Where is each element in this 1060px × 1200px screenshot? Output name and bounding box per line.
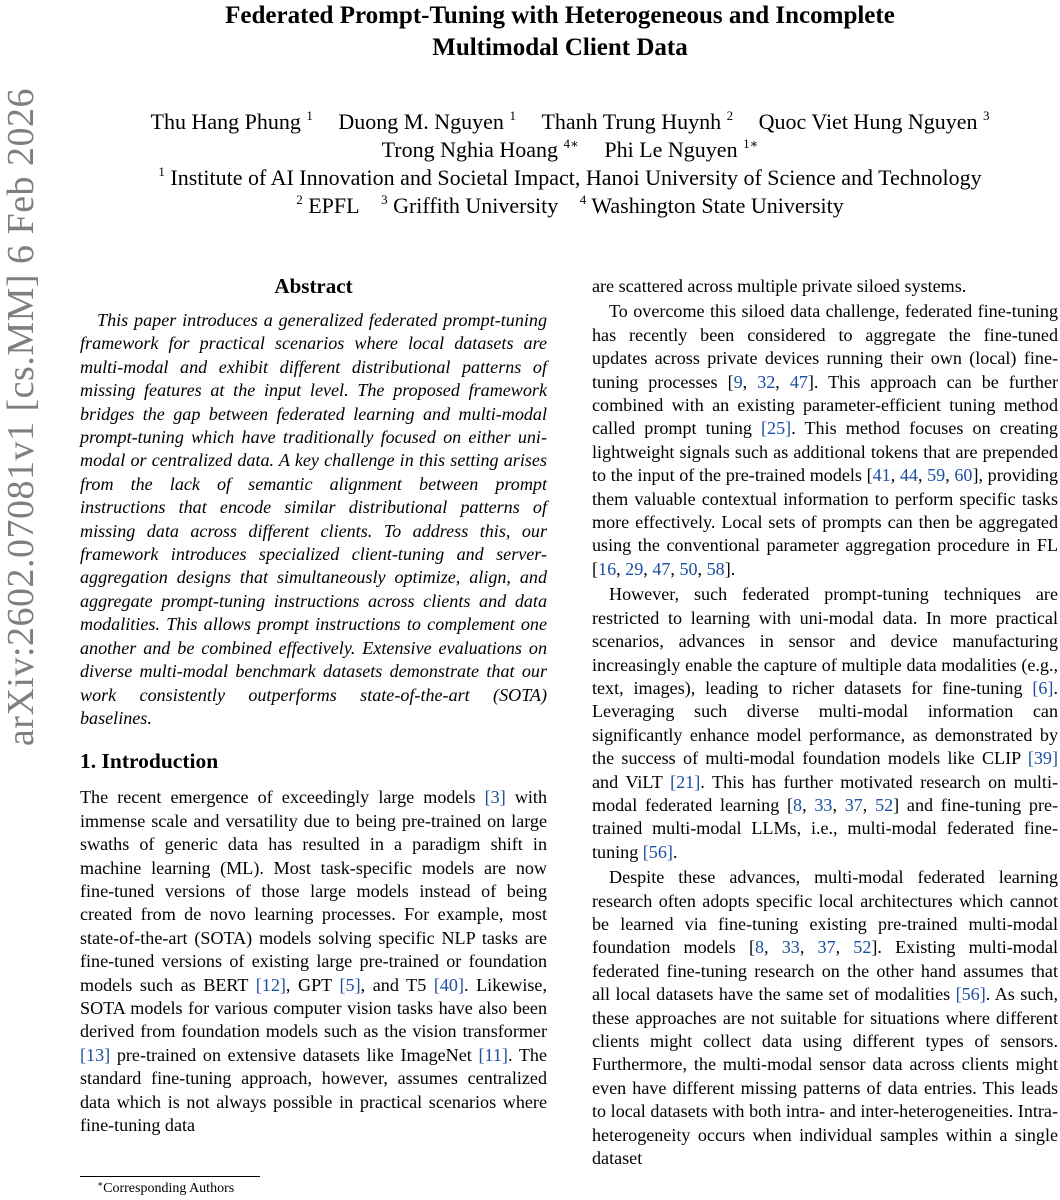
citation-link[interactable]: 50 — [679, 558, 698, 579]
right-column — [592, 275, 1058, 1170]
paragraph-text: , — [697, 558, 707, 579]
intro-paragraph — [592, 275, 1058, 298]
introduction-heading: 1. Introduction — [80, 749, 219, 774]
citation-link[interactable]: [11] — [478, 1044, 508, 1065]
paragraph-text: The recent emergence of exceedingly large models — [80, 787, 485, 808]
affiliation: $^3$ Griffith University — [381, 192, 559, 218]
citation-link[interactable]: [25] — [761, 418, 792, 439]
paragraph-text: . This method focuses on creating lightweight signals such as additional tokens that are prepended to the input of the pre-trained models [ — [592, 418, 1058, 486]
citation-link[interactable]: 16 — [598, 558, 617, 579]
intro-paragraph — [80, 786, 547, 1137]
affiliation: $^1$ Institute of AI Innovation and Societal Impact, Hanoi University of Science and Technology — [158, 164, 982, 190]
citation-link[interactable]: 8 — [755, 937, 765, 958]
paragraph-text: ]. This approach can be further combined with an existing parameter-efficient tuning method called prompt tuning — [592, 371, 1059, 439]
citation-link[interactable]: [21] — [670, 771, 701, 792]
author: Duong M. Nguyen $^1$ — [338, 108, 516, 134]
author: Trong Nghia Hoang $^{4∗}$ — [381, 136, 579, 162]
paragraph-text: , — [832, 794, 845, 815]
paragraph-text: , — [799, 937, 818, 958]
citation-link[interactable]: 8 — [793, 794, 803, 815]
paragraph-text: . Likewise, SOTA models for various computer vision tasks have also been derived from foundation models such as the vision transformer — [80, 974, 547, 1042]
paragraph-text: , — [917, 465, 928, 486]
footnote-mark: ∗ — [97, 1179, 104, 1189]
citation-link[interactable]: 60 — [954, 465, 973, 486]
paragraph-text: , — [643, 558, 653, 579]
paragraph-text: . As such, these approaches are not suitable for situations where different clients might collect data using different types of sensors. Furthermore, the multi-modal sensor data across clients might even have different missing patterns of data entries. This leads to local datasets with both intra- and inter-heterogeneities. Intra-heterogeneity occurs when individual samples within a single dataset — [592, 984, 1058, 1169]
paragraph-text: and ViLT — [592, 771, 671, 792]
citation-link[interactable]: [40] — [433, 974, 464, 995]
paragraph-text: , — [835, 937, 854, 958]
citation-link[interactable]: 47 — [789, 371, 808, 392]
citation-link[interactable]: [12] — [255, 974, 286, 995]
citation-link[interactable]: [56] — [955, 984, 986, 1005]
citation-link[interactable]: 9 — [733, 371, 743, 392]
paragraph-text: pre-trained on extensive datasets like ImageNet — [110, 1044, 479, 1065]
paragraph-text: ] and fine-tuning pre-trained multi-modal LLMs, i.e., multi-modal federated fine-tuning — [592, 794, 1059, 862]
paragraph-text: , — [742, 371, 758, 392]
citation-link[interactable]: 33 — [781, 937, 800, 958]
footnote — [97, 1181, 234, 1197]
paragraph-text: ], providing them valuable contextual information to perform specific tasks more effectively. Local sets of prompts can then be aggregated using the conventional parameter aggregation procedure in FL [ — [592, 465, 1059, 579]
paragraph-text: , — [945, 465, 955, 486]
author: Thu Hang Phung $^1$ — [150, 108, 313, 134]
paragraph-text: , — [890, 465, 900, 486]
paragraph-text: , — [775, 371, 790, 392]
paragraph-text: ]. — [724, 558, 736, 579]
citation-link[interactable]: [56] — [642, 841, 673, 862]
paragraph-text: are scattered across multiple private siloed systems. — [592, 276, 967, 296]
paragraph-text: , and T5 — [360, 974, 434, 995]
abstract-body: This paper introduces a generalized federated prompt-tuning framework for practical scenarios where local datasets are multi-modal and exhibit different distributional patterns of missing features at the input level. The proposed framework bridges the gap between federated learning and multi-modal prompt-tuning which have traditionally focused on either uni-modal or centralized data. A key challenge in this setting arises from the lack of semantic alignment between prompt instructions that encode similar distributional patterns of missing data across different clients. To address this, our framework introduces specialized client-tuning and server-aggregation designs that simultaneously optimize, align, and aggregate prompt-tuning instructions across clients and data modalities. This allows prompt instructions to complement one another and be combined effectively. Extensive evaluations on diverse multi-modal benchmark datasets demonstrate that our work consistently outperforms state-of-the-art (SOTA) baselines. — [80, 310, 547, 728]
paragraph-text: . The standard fine-tuning approach, however, assumes centralized data which is not always possible in practical scenarios where fine-tuning data — [80, 1044, 547, 1135]
citation-link[interactable]: 47 — [652, 558, 671, 579]
left-column — [80, 273, 547, 1137]
citation-link[interactable]: 58 — [706, 558, 725, 579]
paragraph-text: , — [616, 558, 626, 579]
author: Thanh Trung Huynh $^2$ — [541, 108, 734, 134]
author: Quoc Viet Hung Nguyen $^3$ — [758, 108, 990, 134]
paragraph-text: . — [672, 841, 678, 862]
citation-link[interactable]: [13] — [80, 1044, 111, 1065]
paragraph-text: . Leveraging such diverse multi-modal information can significantly enhance model performance, as demonstrated by the success of multi-modal foundation models like CLIP — [592, 677, 1058, 769]
paragraph-text: Despite these advances, multi-modal federated learning research often adopts specific local architectures which cannot be learned via fine-tuning existing pre-trained multi-modal foundation models [ — [592, 867, 1058, 958]
citation-link[interactable]: [6] — [1032, 677, 1054, 698]
affiliation: $^2$ EPFL — [296, 192, 360, 218]
paper-title — [110, 0, 1010, 64]
affiliation: $^4$ Washington State University — [579, 192, 844, 218]
paragraph-text: , — [764, 937, 782, 958]
citation-link[interactable]: 52 — [853, 937, 872, 958]
author: Phi Le Nguyen $^{1∗}$ — [604, 136, 759, 162]
paragraph-text: . This has further motivated research on multi-modal federated learning [ — [592, 771, 1058, 815]
citation-link[interactable]: 37 — [844, 794, 863, 815]
intro-paragraph — [592, 300, 1058, 581]
paragraph-text: , — [802, 794, 815, 815]
paragraph-text: However, such federated prompt-tuning techniques are restricted to learning with uni-modal data. In more practical scenarios, advances in sensor and device manufacturing increasingly enable the capture of multiple data modalities (e.g., text, images), leading to richer datasets for fine-tuning — [592, 584, 1058, 698]
citation-link[interactable]: 59 — [927, 465, 946, 486]
paragraph-text: To overcome this siloed data challenge, federated fine-tuning has recently been considered to aggregate the fine-tuned updates across private devices running their own (local) fine-tuning processes [ — [592, 301, 1058, 392]
citation-link[interactable]: [5] — [339, 974, 361, 995]
citation-link[interactable]: 33 — [814, 794, 833, 815]
citation-link[interactable]: 52 — [875, 794, 894, 815]
title-line-1: Federated Prompt-Tuning with Heterogeneous and Incomplete — [225, 2, 895, 29]
arxiv-identifier-stamp — [0, 87, 42, 747]
footnote-text: Corresponding Authors — [103, 1181, 235, 1196]
arxiv-id-text: arXiv:2602.07081v1 [cs.MM] 6 Feb 2026 — [0, 87, 42, 747]
title-line-2: Multimodal Client Data — [432, 34, 688, 61]
affiliation-list — [80, 164, 1060, 220]
citation-link[interactable]: 44 — [899, 465, 918, 486]
citation-link[interactable]: [3] — [484, 787, 506, 808]
paragraph-text: with immense scale and versatility due to being pre-trained on large swaths of generic data has resulted in a paradigm shift in machine learning (ML). Most task-specific models are now fine-tuned versions of those large models instead of being created from de novo learning processes. For example, most state-of-the-art (SOTA) models solving specific NLP tasks are fine-tuned versions of existing large pre-trained or foundation models such as BERT — [80, 787, 547, 995]
paragraph-text: , — [862, 794, 876, 815]
citation-link[interactable]: 41 — [872, 465, 891, 486]
intro-paragraph — [592, 583, 1058, 864]
paragraph-text: , — [670, 558, 680, 579]
paragraph-text: , GPT — [285, 974, 340, 995]
citation-link[interactable]: 37 — [817, 937, 836, 958]
citation-link[interactable]: 32 — [757, 371, 776, 392]
citation-link[interactable]: 29 — [625, 558, 644, 579]
author-list — [80, 108, 1060, 164]
footnote-divider — [80, 1176, 260, 1177]
citation-link[interactable]: [39] — [1027, 748, 1058, 769]
abstract-heading: Abstract — [274, 274, 353, 298]
paragraph-text: ]. Existing multi-modal federated fine-tuning research on the other hand assumes that all local datasets have the same set of modalities — [592, 937, 1059, 1005]
intro-paragraph — [592, 866, 1058, 1170]
